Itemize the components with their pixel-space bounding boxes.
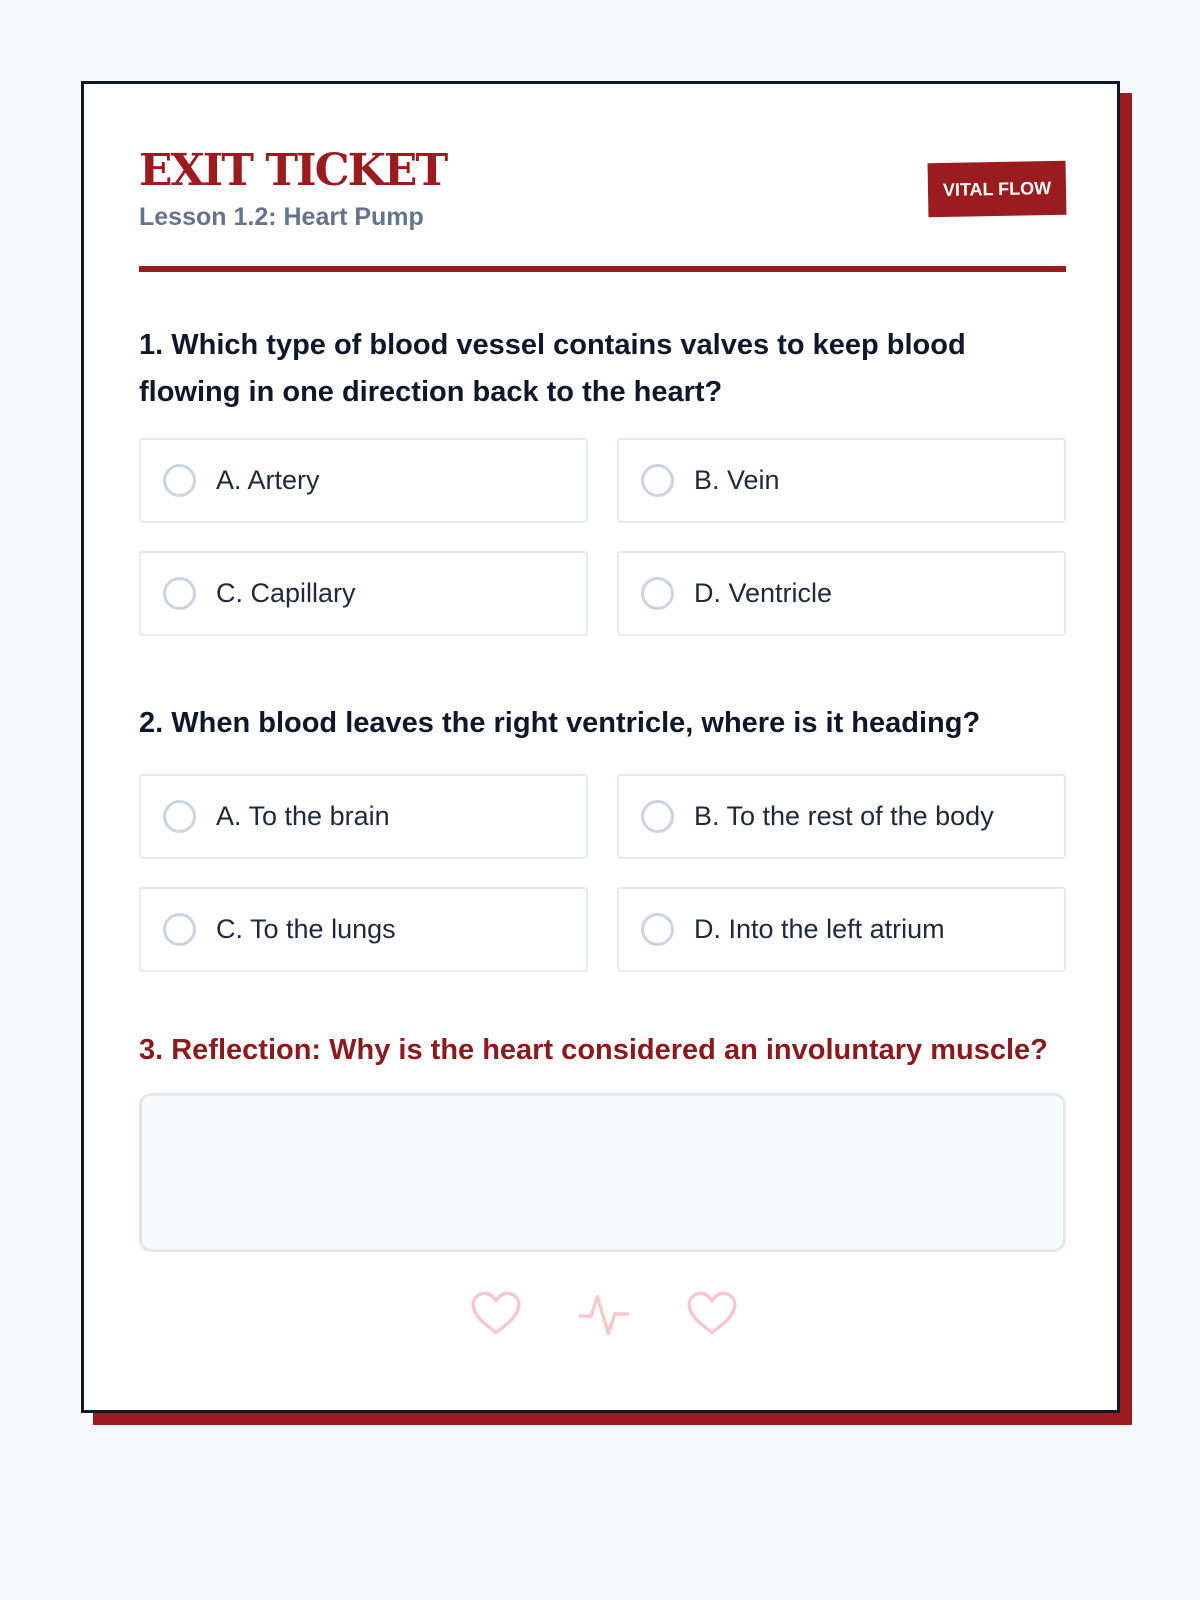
exit-ticket-card-wrap xyxy=(81,81,1120,1413)
q2-option-d[interactable] xyxy=(617,887,1066,972)
option-label: D. Into the left atrium xyxy=(694,914,945,944)
q2-option-c[interactable] xyxy=(139,887,588,972)
option-label: C. To the lungs xyxy=(216,914,396,944)
option-label: A. Artery xyxy=(216,465,320,495)
q2-option-b[interactable] xyxy=(617,774,1066,859)
radio-button[interactable] xyxy=(641,913,674,946)
question-1-text: 1. Which type of blood vessel contains valves to keep blood flowing in one direction back to the heart? xyxy=(139,329,966,408)
heart-icon xyxy=(470,1288,522,1340)
reflection-answer-field[interactable] xyxy=(139,1093,1066,1252)
lesson-subtitle: Lesson 1.2: Heart Pump xyxy=(139,203,424,231)
option-label: D. Ventricle xyxy=(694,578,833,608)
brand-badge: VITAL FLOW xyxy=(928,161,1067,217)
q2-option-a[interactable] xyxy=(139,774,588,859)
radio-button[interactable] xyxy=(641,464,674,497)
question-2-text: 2. When blood leaves the right ventricle, where is it heading? xyxy=(139,707,981,739)
heart-icon xyxy=(686,1288,738,1340)
header-divider xyxy=(139,266,1066,272)
radio-button[interactable] xyxy=(163,800,196,833)
radio-button[interactable] xyxy=(641,800,674,833)
option-label: B. To the rest of the body xyxy=(694,801,994,831)
q1-option-c[interactable] xyxy=(139,551,588,636)
option-label: B. Vein xyxy=(694,465,780,495)
footer-icons xyxy=(84,1284,1123,1344)
option-label: A. To the brain xyxy=(216,801,390,831)
header xyxy=(139,146,1066,271)
option-label: C. Capillary xyxy=(216,578,356,608)
question-3-reflection: 3. Reflection: Why is the heart considered an involuntary muscle? xyxy=(139,1034,1048,1066)
q1-option-a[interactable] xyxy=(139,438,588,523)
radio-button[interactable] xyxy=(163,464,196,497)
radio-button[interactable] xyxy=(163,913,196,946)
radio-button[interactable] xyxy=(163,577,196,610)
radio-button[interactable] xyxy=(641,577,674,610)
q1-option-b[interactable] xyxy=(617,438,1066,523)
page-title: EXIT TICKET xyxy=(139,145,447,196)
exit-ticket-card xyxy=(81,81,1120,1413)
q1-option-d[interactable] xyxy=(617,551,1066,636)
heartbeat-icon xyxy=(578,1288,630,1340)
